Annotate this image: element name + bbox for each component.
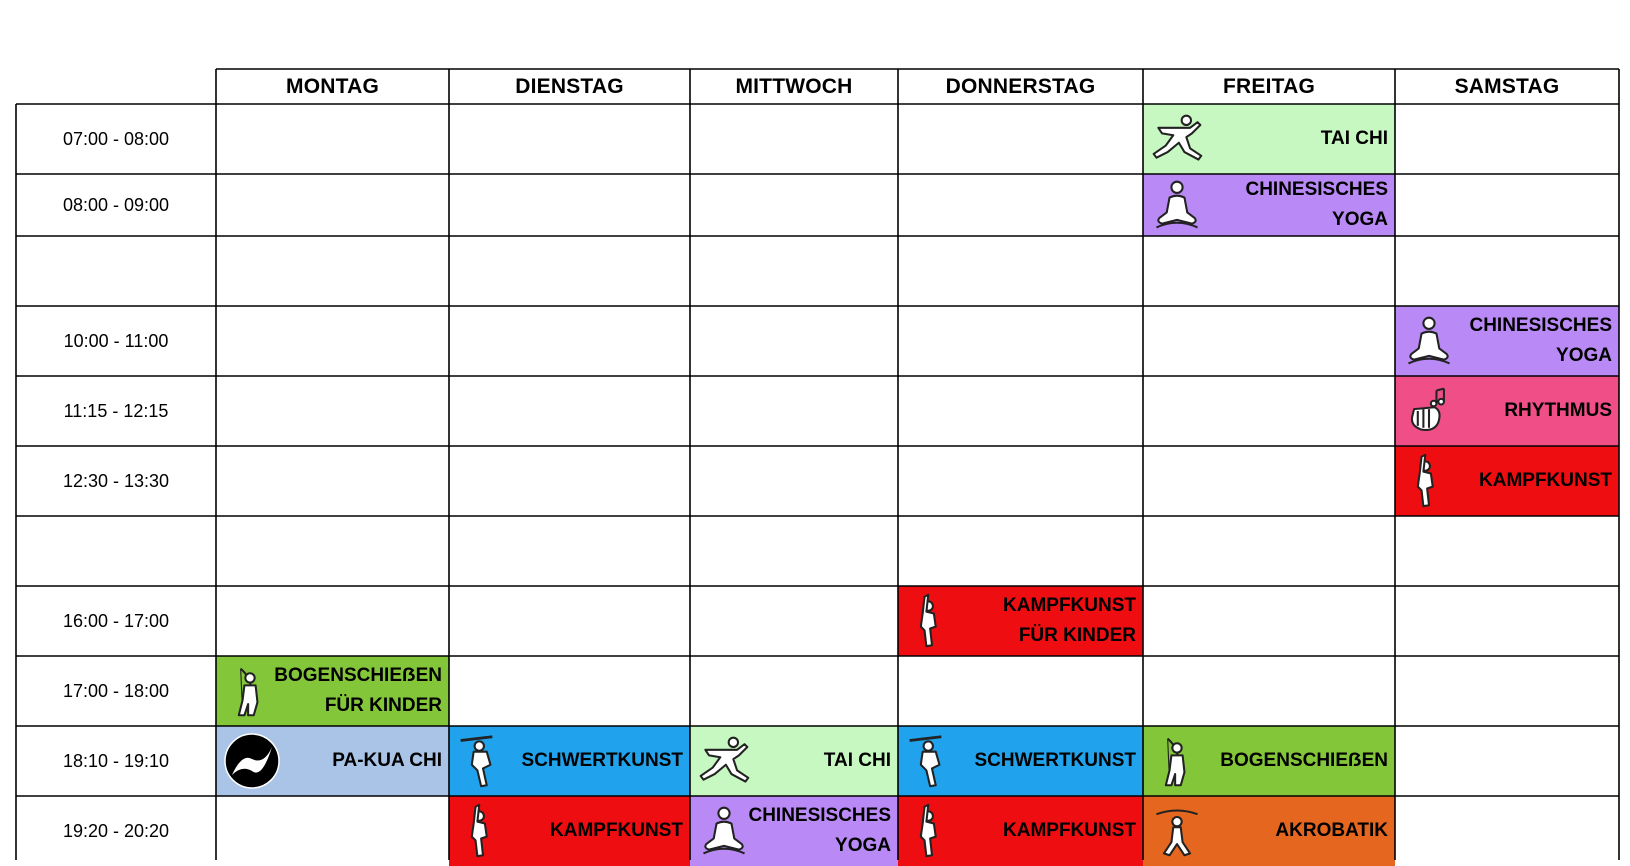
kick-icon (904, 593, 960, 649)
time-label: 17:00 - 18:00 (62, 680, 170, 701)
day-header-donnerstag: DONNERSTAG (945, 74, 1096, 98)
time-label: 07:00 - 08:00 (62, 128, 170, 149)
class-block-di-kampfkunst-1920 (449, 796, 690, 866)
class-block-mo-bogen-kinder-1700 (216, 656, 449, 726)
yin-yang-icon (222, 731, 282, 791)
class-name: RHYTHMUS (1504, 400, 1612, 421)
class-name: BOGENSCHIEẞEN (1220, 750, 1388, 771)
class-name: KAMPFKUNST (1479, 470, 1612, 491)
class-name: CHINESISCHES YOGA (1469, 315, 1612, 366)
day-header-montag: MONTAG (286, 74, 379, 98)
time-label: 11:15 - 12:15 (63, 400, 169, 421)
class-name: SCHWERTKUNST (521, 750, 683, 771)
drum-fist-icon (1401, 383, 1457, 439)
class-block-do-kampfkunst-1920 (898, 796, 1143, 866)
sword-icon (904, 733, 960, 789)
class-block-fr-bogen-1810 (1143, 726, 1395, 796)
class-block-sa-yoga-1000 (1395, 306, 1619, 376)
class-block-do-kampfkunst-kinder-1600 (898, 586, 1143, 656)
class-block-mo-pakua-1810 (216, 726, 449, 796)
archer-icon (222, 663, 278, 719)
tai-chi-icon (1149, 111, 1205, 167)
class-block-mi-tai-chi-1810 (690, 726, 898, 796)
tai-chi-icon (696, 733, 752, 789)
class-name: KAMPFKUNST FÜR KINDER (1003, 595, 1136, 646)
class-name: PA-KUA CHI (332, 750, 442, 771)
time-label (16, 236, 216, 306)
kick-icon (1401, 453, 1457, 509)
class-block-di-schwert-1810 (449, 726, 690, 796)
time-label: 10:00 - 11:00 (63, 330, 169, 351)
kick-icon (455, 803, 511, 859)
acrobat-icon (1149, 803, 1205, 859)
time-label: 12:30 - 13:30 (62, 470, 170, 491)
class-block-fr-yoga-0800 (1143, 174, 1395, 236)
class-block-fr-tai-chi-0700 (1143, 104, 1395, 174)
class-name: AKROBATIK (1275, 820, 1388, 841)
class-block-sa-kampfkunst-1230 (1395, 446, 1619, 516)
class-name: TAI CHI (823, 750, 891, 771)
time-label (16, 516, 216, 586)
meditation-icon (696, 803, 752, 859)
time-label: 19:20 - 20:20 (62, 820, 170, 841)
class-block-fr-akrobatik-1920 (1143, 796, 1395, 866)
class-name: BOGENSCHIEẞEN FÜR KINDER (274, 665, 442, 716)
day-header-dienstag: DIENSTAG (515, 74, 624, 98)
time-label: 08:00 - 09:00 (62, 194, 170, 215)
class-name: CHINESISCHES YOGA (748, 805, 891, 856)
day-header-freitag: FREITAG (1222, 74, 1315, 98)
class-name: CHINESISCHES YOGA (1245, 179, 1388, 230)
time-label: 16:00 - 17:00 (62, 610, 170, 631)
class-block-mi-yoga-1920 (690, 796, 898, 866)
day-header-mittwoch: MITTWOCH (735, 74, 853, 98)
archer-icon (1149, 733, 1205, 789)
class-name: KAMPFKUNST (550, 820, 683, 841)
day-header-samstag: SAMSTAG (1454, 74, 1560, 98)
meditation-icon (1401, 313, 1457, 369)
class-name: TAI CHI (1320, 128, 1388, 149)
time-label: 18:10 - 19:10 (62, 750, 170, 771)
sword-icon (455, 733, 511, 789)
meditation-icon (1149, 177, 1205, 233)
class-block-do-schwert-1810 (898, 726, 1143, 796)
class-name: SCHWERTKUNST (974, 750, 1136, 771)
kick-icon (904, 803, 960, 859)
class-block-sa-rhythmus-1115 (1395, 376, 1619, 446)
class-name: KAMPFKUNST (1003, 820, 1136, 841)
